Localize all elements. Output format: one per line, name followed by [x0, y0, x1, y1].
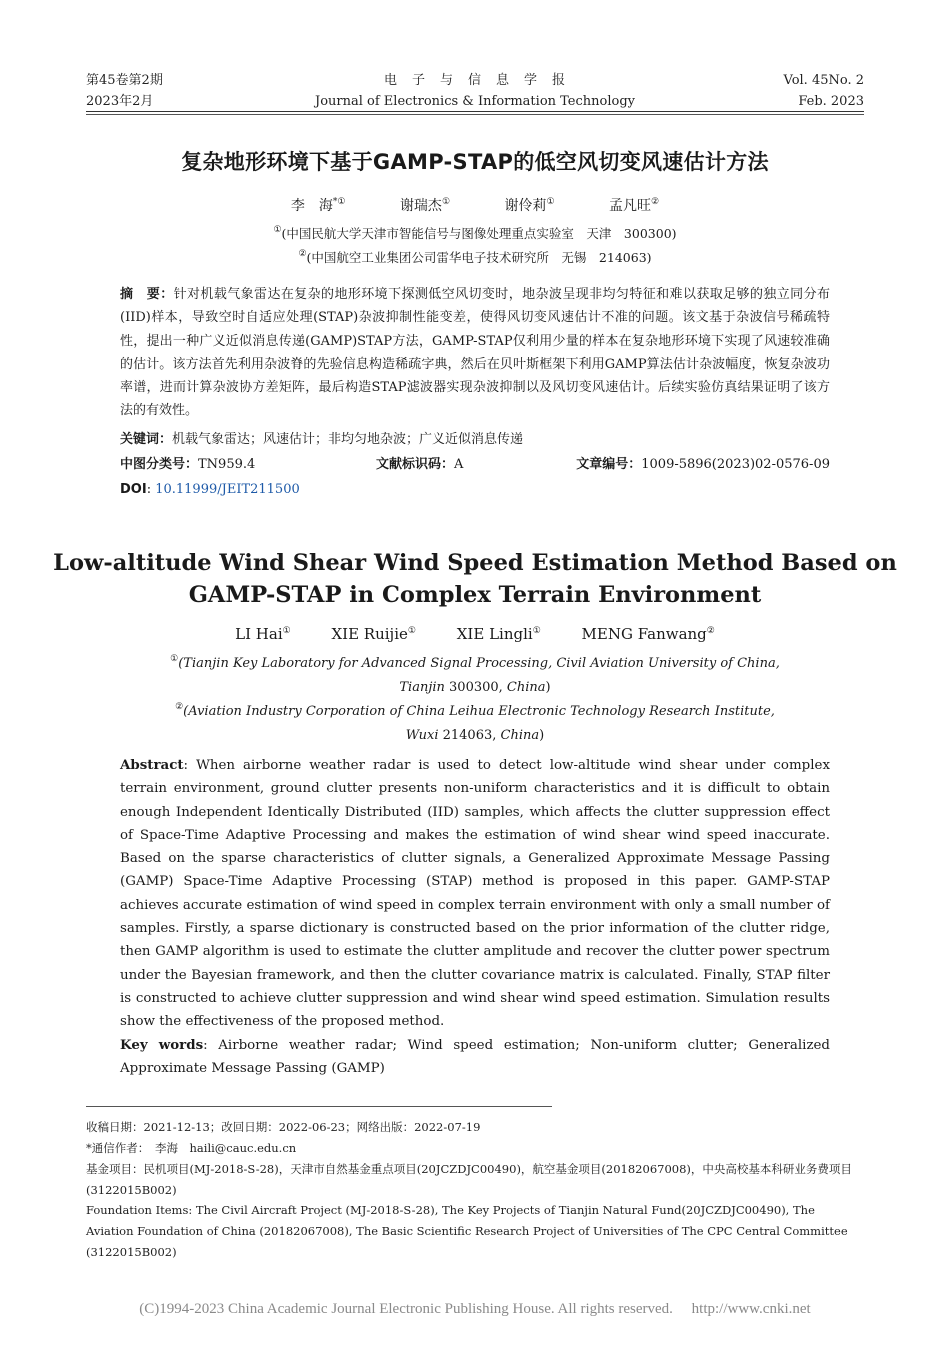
author-cn: 李 海*① [290, 197, 346, 214]
author-en: MENG Fanwang② [581, 625, 715, 643]
footnote-funding-cn: 基金项目：民机项目(MJ-2018-S-28)，天津市自然基金重点项目(20JCZDJC00490)，航空基金项目(20182067008)，中央高校基本科研业务费项目(3122015B002) [86, 1162, 852, 1197]
header-month: Feb. 2023 [798, 94, 864, 109]
affiliation-cn-1: ①(中国民航大学天津市智能信号与图像处理重点实验室 天津 300300) [273, 225, 677, 241]
abstract-cn: 摘 要：针对机载气象雷达在复杂的地形环境下探测低空风切变时，地杂波呈现非均匀特征和难以获取足够的独立同分布(IID)样本，导致空时自适应处理(STAP)杂波抑制性能变差，使得风切变风速估计不准的问题。该文基于杂波信号稀疏特性，提出一种广义近似消息传递(GAMP)STAP方法，GAMP-STAP仅利用少量的样本在复杂地形环境下实现了风速较准确的估计。该方法首先利用杂波脊的先验信息构造稀疏字典，然后在贝叶斯框架下利用GAMP算法估计杂波幅度，恢复杂波功率谱，进而计算杂波协方差矩阵，最后构造STAP滤波器实现杂波抑制以及风切变风速估计。后续实验仿真结果证明了该方法的有效性。 [120, 287, 830, 419]
author-list-cn [0, 195, 950, 215]
author-cn: 孟凡旺② [609, 197, 660, 214]
author-en: XIE Lingli① [456, 625, 541, 643]
header-journal-en: Journal of Electronics & Information Technology [314, 94, 636, 109]
header-volume: Vol. 45No. 2 [783, 73, 864, 88]
paper-title-cn: 复杂地形环境下基于GAMP-STAP的低空风切变风速估计方法 [181, 150, 769, 174]
header-date: 2023年2月 [86, 94, 154, 109]
footnote-rule [86, 1106, 552, 1107]
header-issue: 第45卷第2期 [86, 73, 163, 88]
paper-title-en: Low-altitude Wind Shear Wind Speed Estimation Method Based on GAMP-STAP in Complex Terrain Environment [53, 550, 897, 608]
footnote-dates: 收稿日期：2021-12-13；改回日期：2022-06-23；网络出版：2022-07-19 [86, 1120, 481, 1134]
abstract-en-label: Abstract [120, 757, 184, 773]
keywords-en: Key words: Airborne weather radar; Wind speed estimation; Non-uniform clutter; Generalized Approximate Message Passing (GAMP) [120, 1036, 830, 1076]
header-journal-cn: 电 子 与 信 息 学 报 [383, 73, 566, 88]
abstract-cn-label: 摘 要： [120, 287, 174, 302]
doi-line: DOI: 10.11999/JEIT211500 [120, 482, 300, 497]
author-cn: 谢伶莉① [504, 197, 555, 214]
affiliation-cn-2: ②(中国航空工业集团公司雷华电子技术研究所 无锡 214063) [298, 249, 652, 265]
abstract-en: Abstract: When airborne weather radar is used to detect low-altitude wind shear under complex terrain environment, ground clutter presents non-uniform characteristics and it is difficult to obtain enough Independent Identically Distributed (IID) samples, which affects the clutter suppression effect of Space-Time Adaptive Processing and makes the estimation of wind shear wind speed inaccurate. Based on the sparse characteristics of clutter signals, a Generalized Approximate Message Passing (GAMP) Space-Time Adaptive Processing (STAP) method is proposed in this paper. GAMP-STAP achieves accurate estimation of wind speed in complex terrain environment with only a small number of samples. Firstly, a sparse dictionary is constructed based on the prior information of the clutter ridge, then GAMP algorithm is used to estimate the clutter amplitude and recover the clutter power spectrum under the Bayesian framework, and then the clutter covariance matrix is calculated. Finally, STAP filter is constructed to achieve clutter suppression and wind shear wind speed estimation. Simulation results show the effectiveness of the proposed method. Key words: Airborne weather radar; Wind speed estimation; Non-uniform clutter; Generalized Approximate Message Passing (GAMP) [120, 754, 830, 1080]
affiliation-en-1: ①(Tianjin Key Laboratory for Advanced Signal Processing, Civil Aviation University of China, Tianjin 300300, China) [170, 654, 780, 695]
author-en: LI Hai① [235, 625, 291, 643]
copyright-line: (C)1994-2023 China Academic Journal Electronic Publishing House. All rights reserved. http://www.cnki.net [139, 1301, 811, 1317]
footnote-corresponding: *通信作者： 李海 haili@cauc.edu.cn [86, 1141, 297, 1155]
header-rule-thin [86, 114, 864, 115]
author-en: XIE Ruijie① [331, 625, 416, 643]
footnote-funding-en: Foundation Items: The Civil Aircraft Project (MJ-2018-S-28), The Key Projects of Tianjin Natural Fund(20JCZDJC00490), The Aviation Foundation of China (20182067008), The Basic Scientific Research Project of Universities of The CPC Central Committee (3122015B002) [86, 1203, 848, 1259]
keywords-cn: 关键词：机载气象雷达；风速估计；非均匀地杂波；广义近似消息传递 [120, 432, 524, 447]
affiliation-en-2: ②(Aviation Industry Corporation of China Leihua Electronic Technology Research Institute, Wuxi 214063, China) [175, 702, 775, 743]
doi-link[interactable]: 10.11999/JEIT211500 [155, 482, 300, 497]
author-list-en [0, 625, 950, 643]
header-rule [86, 111, 864, 112]
author-cn: 谢瑞杰① [399, 197, 451, 214]
